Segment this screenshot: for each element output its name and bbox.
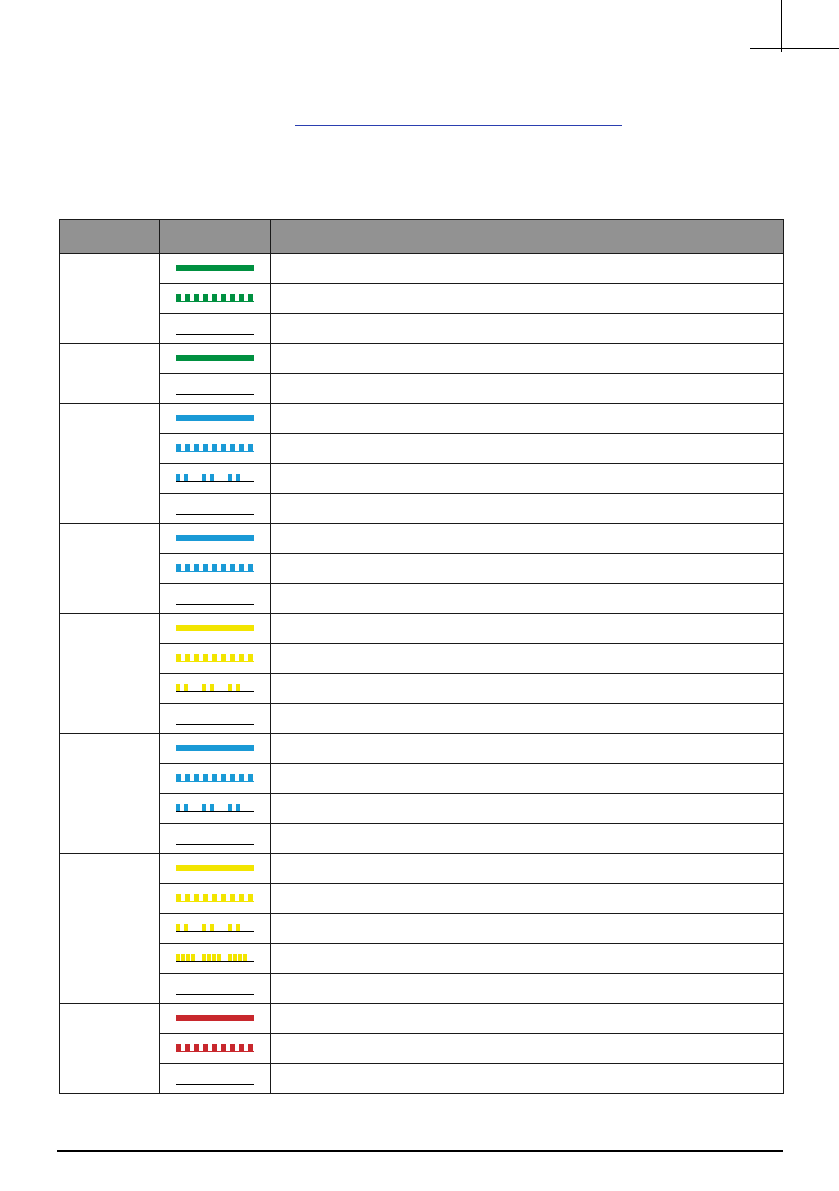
line-description: [271, 944, 784, 974]
line-swatch-cell: [160, 914, 271, 944]
line-description: [271, 254, 784, 284]
line-description: [271, 824, 784, 854]
line-swatch-solid: [176, 355, 254, 361]
line-swatch-dotted: [176, 294, 254, 302]
line-swatch-cell: [160, 314, 271, 344]
line-description: [271, 914, 784, 944]
line-description: [271, 854, 784, 884]
line-swatch-solid: [176, 535, 254, 541]
line-swatch-cell: [160, 524, 271, 554]
table-row: [60, 974, 784, 1004]
line-swatch-dotted: [176, 654, 254, 662]
group-label: [60, 344, 160, 404]
line-swatch-cell: [160, 614, 271, 644]
group-label: [60, 524, 160, 614]
line-swatch-solid: [176, 865, 254, 871]
table-row: [60, 584, 784, 614]
line-description: [271, 1004, 784, 1034]
line-swatch-cell: [160, 344, 271, 374]
line-swatch-cell: [160, 734, 271, 764]
table-row: [60, 524, 784, 554]
group-label: [60, 734, 160, 854]
line-swatch-cell: [160, 1034, 271, 1064]
table-row: [60, 554, 784, 584]
line-swatch-dotted: [176, 444, 254, 452]
line-swatch-none: [176, 514, 254, 515]
line-description: [271, 704, 784, 734]
table-row: [60, 884, 784, 914]
line-swatch-sparse: [176, 924, 254, 932]
line-swatch-solid: [176, 265, 254, 271]
group-label: [60, 1004, 160, 1094]
line-swatch-cell: [160, 704, 271, 734]
line-description: [271, 674, 784, 704]
table-row: [60, 1064, 784, 1094]
group-label: [60, 614, 160, 734]
header-line-style: [160, 220, 271, 254]
line-description: [271, 344, 784, 374]
line-description: [271, 734, 784, 764]
line-description: [271, 494, 784, 524]
line-style-legend-table: [59, 219, 784, 1094]
line-description: [271, 794, 784, 824]
line-swatch-none: [176, 844, 254, 845]
line-swatch-cell: [160, 554, 271, 584]
table-row: [60, 284, 784, 314]
line-description: [271, 464, 784, 494]
group-label: [60, 854, 160, 1004]
line-swatch-cell: [160, 584, 271, 614]
page-link[interactable]: [295, 125, 622, 126]
line-swatch-cell: [160, 974, 271, 1004]
line-swatch-cell: [160, 944, 271, 974]
line-description: [271, 434, 784, 464]
table-row: [60, 254, 784, 284]
table-row: [60, 764, 784, 794]
table-row: [60, 494, 784, 524]
line-swatch-dotted: [176, 1044, 254, 1052]
line-swatch-cell: [160, 404, 271, 434]
table-row: [60, 734, 784, 764]
line-swatch-cell: [160, 824, 271, 854]
group-label: [60, 254, 160, 344]
line-swatch-cell: [160, 254, 271, 284]
footer-rule: [57, 1150, 783, 1152]
line-swatch-none: [176, 1084, 254, 1085]
table-row: [60, 944, 784, 974]
line-description: [271, 884, 784, 914]
line-swatch-none: [176, 604, 254, 605]
line-swatch-cell: [160, 374, 271, 404]
table-header-row: [60, 220, 784, 254]
line-swatch-cell: [160, 794, 271, 824]
table-row: [60, 914, 784, 944]
line-description: [271, 974, 784, 1004]
line-swatch-dotted: [176, 774, 254, 782]
line-swatch-dotted: [176, 894, 254, 902]
line-swatch-cell: [160, 674, 271, 704]
line-swatch-dashed-triple: [176, 954, 254, 962]
line-swatch-sparse: [176, 804, 254, 812]
table-row: [60, 344, 784, 374]
table-row: [60, 824, 784, 854]
line-swatch-cell: [160, 644, 271, 674]
line-swatch-none: [176, 394, 254, 395]
table-row: [60, 704, 784, 734]
table-row: [60, 644, 784, 674]
line-swatch-sparse: [176, 474, 254, 482]
line-swatch-cell: [160, 884, 271, 914]
table-row: [60, 404, 784, 434]
table-row: [60, 614, 784, 644]
line-description: [271, 1064, 784, 1094]
table-row: [60, 434, 784, 464]
line-description: [271, 1034, 784, 1064]
line-swatch-sparse: [176, 684, 254, 692]
line-swatch-cell: [160, 434, 271, 464]
line-description: [271, 284, 784, 314]
line-swatch-cell: [160, 1004, 271, 1034]
line-swatch-cell: [160, 284, 271, 314]
line-description: [271, 764, 784, 794]
line-description: [271, 584, 784, 614]
table-row: [60, 674, 784, 704]
line-swatch-none: [176, 724, 254, 725]
line-description: [271, 404, 784, 434]
table-body: [60, 254, 784, 1094]
line-description: [271, 374, 784, 404]
line-description: [271, 524, 784, 554]
line-description: [271, 614, 784, 644]
table-row: [60, 1004, 784, 1034]
group-label: [60, 404, 160, 524]
table-row: [60, 314, 784, 344]
line-description: [271, 554, 784, 584]
line-swatch-none: [176, 334, 254, 335]
header-description: [271, 220, 784, 254]
line-swatch-none: [176, 994, 254, 995]
line-swatch-cell: [160, 1064, 271, 1094]
table-row: [60, 374, 784, 404]
header-category: [60, 220, 160, 254]
line-swatch-cell: [160, 764, 271, 794]
crop-mark-horizontal: [750, 48, 839, 49]
line-swatch-cell: [160, 464, 271, 494]
line-swatch-cell: [160, 494, 271, 524]
line-swatch-solid: [176, 745, 254, 751]
line-swatch-cell: [160, 854, 271, 884]
table-row: [60, 794, 784, 824]
table-row: [60, 464, 784, 494]
line-description: [271, 644, 784, 674]
line-swatch-solid: [176, 415, 254, 421]
line-swatch-dotted: [176, 564, 254, 572]
crop-mark-vertical: [781, 0, 782, 52]
table-row: [60, 854, 784, 884]
table-row: [60, 1034, 784, 1064]
line-swatch-solid: [176, 625, 254, 631]
line-description: [271, 314, 784, 344]
line-swatch-solid: [176, 1015, 254, 1021]
